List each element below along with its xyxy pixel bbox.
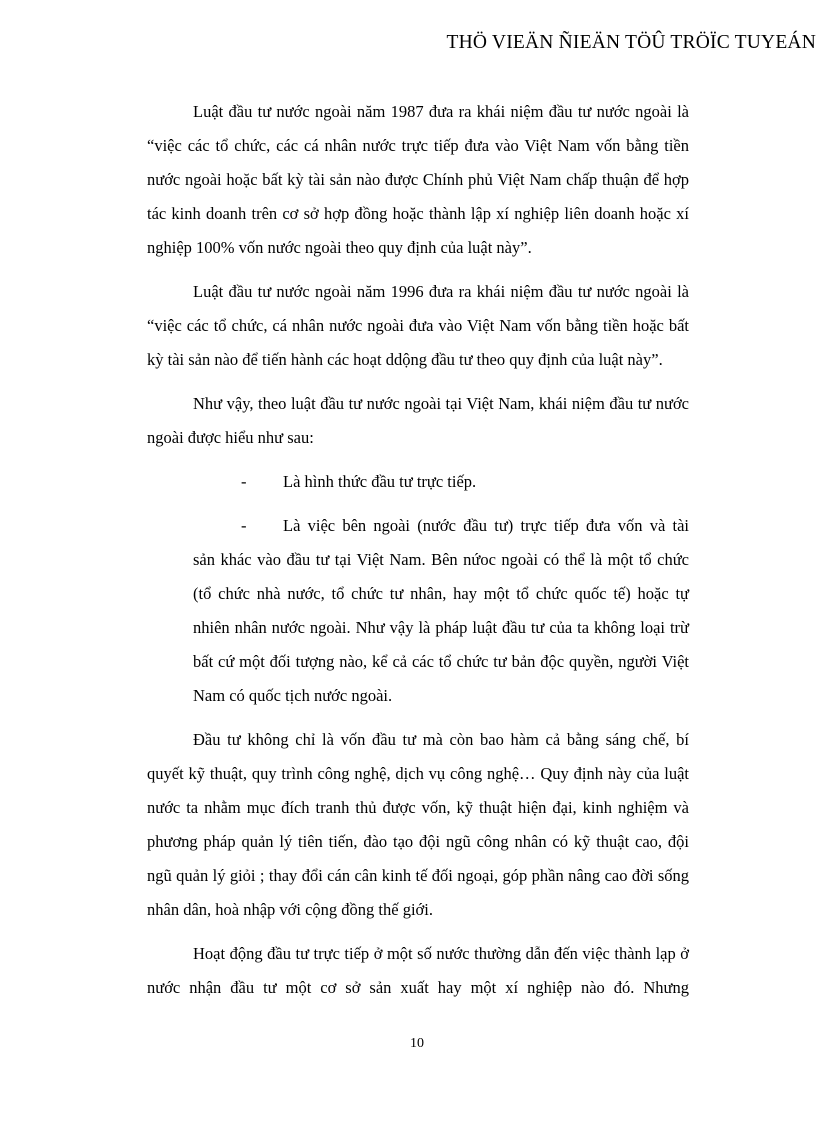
paragraph-definition-intro: Như vậy, theo luật đầu tư nước ngoài tại Việt Nam, khái niệm đầu tư nước ngoài được hiểu như sau: <box>147 394 689 447</box>
paragraph-investment-scope: Đầu tư không chỉ là vốn đầu tư mà còn bao hàm cả bằng sáng chế, bí quyết kỹ thuật, quy trình công nghệ, dịch vụ công nghệ… Quy định này của luật nước ta nhằm mục đích tranh thủ được vốn, kỹ thuật hiện đại, kinh nghiệm và phương pháp quản lý tiên tiến, đào tạo đội ngũ công nhân có kỹ thuật cao, đội ngũ quản lý giỏi ; thay đổi cán cân kinh tế đối ngoại, góp phần nâng cao đời sống nhân dân, hoà nhập với cộng đồng thế giới. <box>147 730 689 919</box>
running-header: THÖ VIEÄN ÑIEÄN TÖÛ TRÖÏC TUYEÁN <box>446 32 816 53</box>
paragraph-1996-law: Luật đầu tư nước ngoài năm 1996 đưa ra khái niệm đầu tư nước ngoài là “việc các tổ chức, cá nhân nước ngoài đưa vào Việt Nam vốn bằng tiền hoặc bất kỳ tài sản nào để tiến hành các hoạt ddộng đầu tư theo quy định của luật này”. <box>147 282 689 369</box>
document-body <box>147 95 689 1005</box>
bullet-item-1 <box>147 465 689 499</box>
paragraph-direct-investment: Hoạt động đầu tư trực tiếp ở một số nước thường dẫn đến việc thành lạp ở nước nhận đầu tư một cơ sở sản xuất hay một xí nghiệp nào đó. Nhưng <box>147 944 689 997</box>
bullet-text-first-line: Là việc bên ngoài (nước đầu tư) trực tiếp đưa vốn và tài <box>283 516 689 535</box>
bullet-text-continuation: sản khác vào đầu tư tại Việt Nam. Bên nứoc ngoài có thể là một tổ chức (tổ chức nhà nước, tổ chức tư nhân, hay một tổ chức quốc tế) hoặc tự nhiên nhân nước ngoài. Như vậy là pháp luật đầu tư của ta không loại trừ bất cứ một đối tượng nào, kể cả các tổ chức tư bản độc quyền, người Việt Nam có quốc tịch nước ngoài. <box>193 550 689 705</box>
bullet-item-2 <box>147 509 689 713</box>
paragraph-1987-law: Luật đầu tư nước ngoài năm 1987 đưa ra khái niệm đầu tư nước ngoài là “việc các tổ chức, các cá nhân nước trực tiếp đưa vào Việt Nam vốn bằng tiền nước ngoài hoặc bất kỳ tài sản nào được Chính phủ Việt Nam chấp thuận để hợp tác kinh doanh trên cơ sở hợp đồng hoặc thành lập xí nghiệp liên doanh hoặc xí nghiệp 100% vốn nước ngoài theo quy định của luật này”. <box>147 102 689 257</box>
bullet-text: Là hình thức đầu tư trực tiếp. <box>283 472 477 491</box>
bullet-dash: - <box>241 472 247 491</box>
page-number: 10 <box>410 1036 424 1051</box>
bullet-dash: - <box>241 516 247 535</box>
